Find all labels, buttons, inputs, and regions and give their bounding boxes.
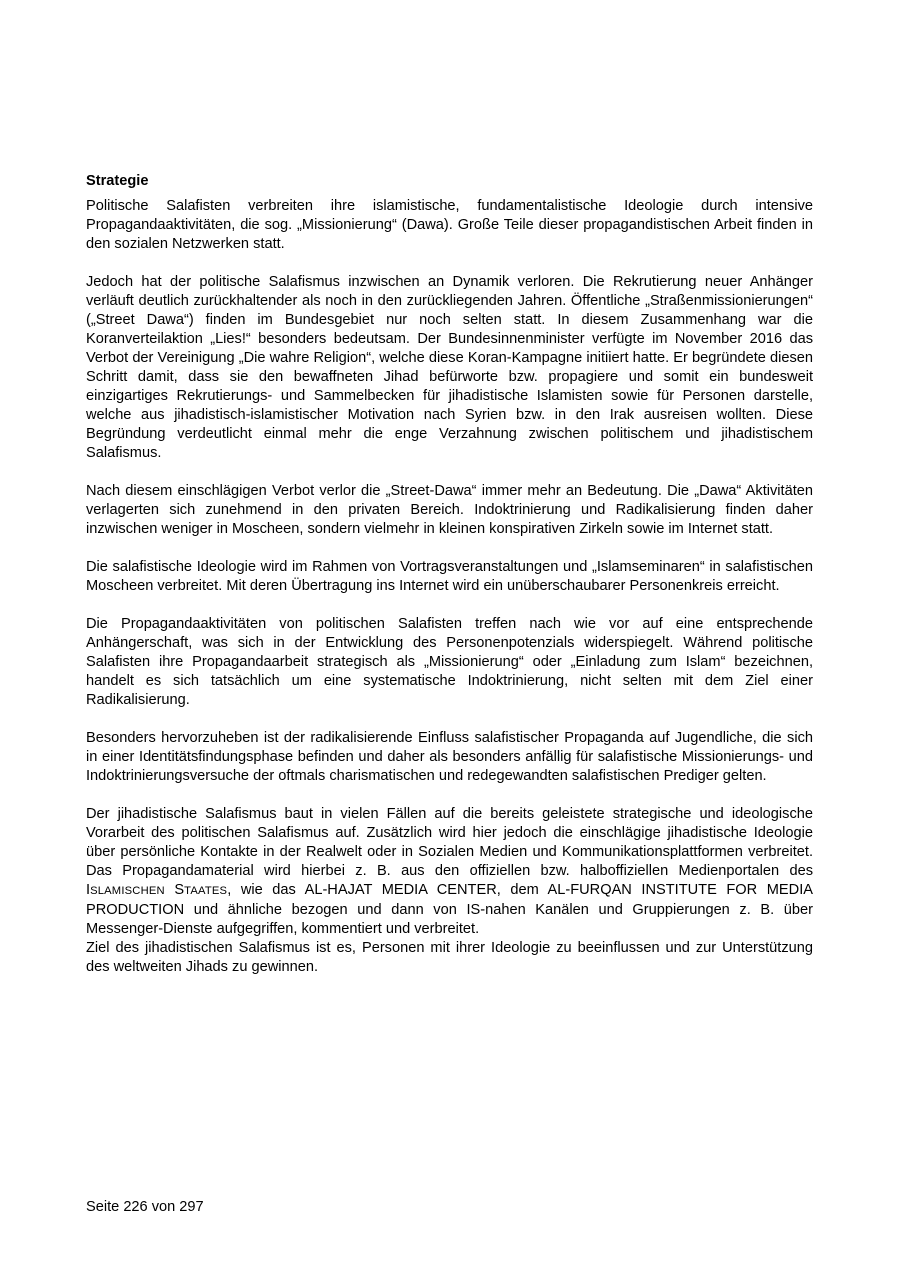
page-body xyxy=(86,172,813,977)
islamic-state-smallcaps-1: SLAMISCHEN xyxy=(90,885,165,897)
islamic-state-initial: I xyxy=(86,882,91,898)
paragraph-7-part-1: Der jihadistische Salafismus baut in vielen Fällen auf die bereits geleistete strategische und ideologische Vorarbeit des politischen Salafismus auf. Zusätzlich wird hier jedoch die einschlägige jihadistische Ideologie über persönliche Kontakte in der Realwelt oder in Sozialen Medien und Kommunikationsplattformen verbreitet. Das Propagandamaterial wird hierbei z. B. aus den offiziellen bzw. halboffiziellen Medienportalen des xyxy=(86,806,813,879)
paragraph-8: Ziel des jihadistischen Salafismus ist es, Personen mit ihrer Ideologie zu beeinflussen und zur Unterstützung des weltweiten Jihads zu gewinnen. xyxy=(86,940,813,975)
paragraph-7 xyxy=(86,805,813,939)
paragraph-3: Nach diesem einschlägigen Verbot verlor die „Street-Dawa“ immer mehr an Bedeutung. Die „Dawa“ Aktivitäten verlagerten sich zunehmend in den privaten Bereich. Indoktrinierung und Radikalisierung finden daher inzwischen weniger in Moscheen, sondern vielmehr in kleinen konspirativen Zirkeln sowie im Internet statt. xyxy=(86,483,813,537)
paragraph-7-part-2: , wie das AL-HAJAT MEDIA CENTER, dem AL-FURQAN INSTITUTE FOR MEDIA PRODUCTION und ähnliche bezogen und dann von IS-nahen Kanälen und Gruppierungen z. B. über Messenger-Dienste aufgegriffen, kommentiert und verbreitet. xyxy=(86,882,813,937)
islamic-state-smallcaps-2: TAATES xyxy=(184,885,228,897)
paragraph-5: Die Propagandaaktivitäten von politischen Salafisten treffen nach wie vor auf eine entsprechende Anhängerschaft, was sich in der Entwicklung des Personenpotenzials widerspiegelt. Während politische Salafisten ihre Propagandaarbeit strategisch als „Missionierung“ oder „Einladung zum Islam“ bezeichnen, handelt es sich tatsächlich um eine systematische Indoktrinierung, nicht selten mit dem Ziel einer Radikalisierung. xyxy=(86,616,813,708)
page-number-footer: Seite 226 von 297 xyxy=(86,1199,204,1215)
islamic-state-initial-2: S xyxy=(174,882,185,898)
section-heading: Strategie xyxy=(86,173,149,189)
paragraph-6: Besonders hervorzuheben ist der radikalisierende Einfluss salafistischer Propaganda auf Jugendliche, die sich in einer Identitätsfindungsphase befinden und daher als besonders anfällig für salafistische Missionierungs- und Indoktrinierungsversuche der oftmals charismatischen und redegewandten salafistischen Prediger gelten. xyxy=(86,730,813,784)
paragraph-2: Jedoch hat der politische Salafismus inzwischen an Dynamik verloren. Die Rekrutierung neuer Anhänger verläuft deutlich zurückhaltender als noch in den zurückliegenden Jahren. Öffentliche „Straßenmissionierungen“ („Street Dawa“) finden im Bundesgebiet nur noch selten statt. In diesem Zusammenhang war die Koranverteilaktion „Lies!“ besonders bedeutsam. Der Bundesinnenminister verfügte im November 2016 das Verbot der Vereinigung „Die wahre Religion“, welche diese Koran-Kampagne initiiert hatte. Er begründete diesen Schritt damit, dass sie den bewaffneten Jihad befürworte bzw. propagiere und somit ein bundesweit einzigartiges Rekrutierungs- und Sammelbecken für jihadistische Islamisten sowie für Personen darstelle, welche aus jihadistisch-islamistischer Motivation nach Syrien bzw. in den Irak ausreisen wollten. Diese Begründung verdeutlicht einmal mehr die enge Verzahnung zwischen politischem und jihadistischem Salafismus. xyxy=(86,274,813,461)
paragraph-4: Die salafistische Ideologie wird im Rahmen von Vortragsveranstaltungen und „Islamseminaren“ in salafistischen Moscheen verbreitet. Mit deren Übertragung ins Internet wird ein unüberschaubarer Personenkreis erreicht. xyxy=(86,559,813,594)
paragraph-1: Politische Salafisten verbreiten ihre islamistische, fundamentalistische Ideologie durch intensive Propagandaaktivitäten, die sog. „Missionierung“ (Dawa). Große Teile dieser propagandistischen Arbeit finden in den sozialen Netzwerken statt. xyxy=(86,198,813,252)
